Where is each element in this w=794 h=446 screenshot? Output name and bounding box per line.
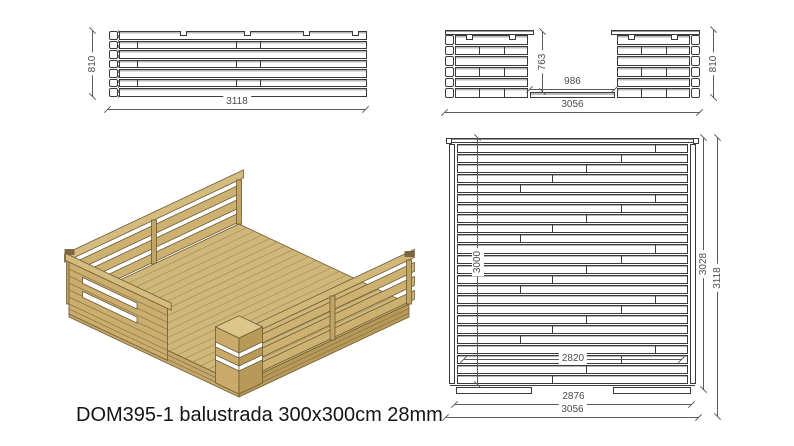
dim-front-height [708,30,719,98]
dim-opening-width [530,76,615,90]
plank [617,67,690,77]
fence-post [237,180,242,224]
dim-label: 810 [708,53,720,76]
dim-front-width [445,99,700,113]
deck-board [457,365,688,374]
plank-joint [666,68,667,76]
front-elevation-view [445,30,719,110]
plank-joint [479,47,480,55]
deck-board [457,234,688,243]
plank-joint [641,89,642,97]
fence-post [152,220,157,264]
plank-joint [260,42,261,49]
panel-rows [617,35,700,98]
deck-board [457,184,688,193]
deck-board [457,265,688,274]
plank-row [617,67,700,77]
deck-board [457,164,688,173]
front-left-panel [445,35,528,98]
dim-side-height [87,31,98,97]
board-joint [552,376,553,383]
plank-row [617,56,700,66]
plank-joint [236,61,237,68]
board-joint [520,185,521,192]
board-joint [586,165,587,172]
log-end [445,88,454,98]
plank-row [109,50,367,59]
plank [455,46,528,56]
deck-board [457,325,688,334]
plan-bottom-edge [450,385,695,386]
deck-board [457,154,688,163]
dim-label: 3056 [558,99,586,111]
board-joint [655,245,656,252]
plank-row [445,67,528,77]
log-end [691,35,700,45]
deck-board [457,375,688,384]
deck-board [457,204,688,213]
plank-joint [666,47,667,55]
spacer-notch [466,35,473,40]
board-joint [520,235,521,242]
plank-joint [260,80,261,87]
plank-row [617,78,700,88]
dim-label: 986 [561,76,584,88]
dim-plan-width [446,404,699,418]
log-end [109,69,118,78]
dim-plan-board-run [464,353,682,364]
dim-label: 2876 [559,391,587,403]
log-end [445,35,454,45]
front-right-panel [617,35,700,98]
dim-label: 3056 [558,404,586,416]
plan-left-rail [449,144,455,384]
plank-joint [479,68,480,76]
plank-row [445,88,528,98]
log-end [691,67,700,77]
deck-board [457,224,688,233]
side-plank-stack [109,31,367,97]
plank [119,79,367,88]
plank-joint [137,42,138,49]
spacer-notch [352,31,359,36]
dim-label: 763 [537,51,549,74]
plank [119,50,367,59]
board-joint [520,286,521,293]
dim-plan-deck-depth [698,138,709,390]
plank-row [617,35,700,45]
log-end [445,56,454,66]
board-joint [586,366,587,373]
dim-label: 810 [87,53,99,76]
plank-joint [641,68,642,76]
dim-label: 3000 [472,247,484,275]
foundation-beam [613,387,691,394]
board-joint [552,326,553,333]
board-joint [655,195,656,202]
deck-board [457,144,688,153]
board-joint [655,346,656,353]
log-end [691,56,700,66]
fence-post [330,296,335,340]
log-end [109,31,118,40]
deck-board [457,275,688,284]
plank [119,69,367,78]
deck-boards [457,144,688,384]
spacer-notch [244,31,251,36]
plank [119,60,367,69]
plank [119,31,367,40]
board-joint [655,296,656,303]
spacer-notch [180,31,187,36]
dim-label: 3028 [698,250,710,278]
deck-board [457,285,688,294]
log-end [445,67,454,77]
board-joint [655,145,656,152]
plank-joint [260,61,261,68]
iso-3d-view [55,156,427,406]
plank-joint [641,47,642,55]
board-joint [552,276,553,283]
dim-opening-height [537,32,548,92]
dim-plan-overall-depth [712,138,723,417]
plank [455,56,528,66]
plank-row [109,69,367,78]
plank-joint [479,89,480,97]
spacer-notch [303,31,310,36]
spacer-notch [628,35,635,40]
plank [617,35,690,45]
board-joint [621,155,622,162]
spacer-notch [671,35,678,40]
log-end [109,41,118,50]
deck-board [457,174,688,183]
board-joint [552,225,553,232]
plank-joint [236,80,237,87]
board-joint [586,215,587,222]
plank [617,46,690,56]
plank-row [445,46,528,56]
plank-joint [504,68,505,76]
log-end [109,50,118,59]
board-joint [552,175,553,182]
spacer-notch [509,35,516,40]
plank [119,41,367,50]
post-cap [405,252,414,257]
deck-board [457,214,688,223]
board-joint [621,205,622,212]
deck-board [457,295,688,304]
deck-board [457,305,688,314]
board-joint [621,306,622,313]
foundation-beam [456,387,532,394]
board-joint [621,256,622,263]
deck-board [457,255,688,264]
log-end [445,78,454,88]
log-end [691,88,700,98]
deck-board [457,335,688,344]
dim-label: 3118 [712,264,724,292]
product-caption: DOM395-1 balustrada 300x300cm 28mm [76,404,443,426]
deck-board [457,315,688,324]
board-joint [586,316,587,323]
plank-row [109,41,367,50]
plank [617,88,690,98]
dim-label: 3118 [223,96,251,108]
log-end [109,60,118,69]
panel-rows [445,35,528,98]
plank [455,67,528,77]
dim-plan-inner-length [472,138,483,385]
plank-row [617,46,700,56]
plank-row [445,78,528,88]
plank [455,78,528,88]
dim-side-width [108,96,366,110]
board-joint [520,336,521,343]
plan-view [446,138,723,415]
plank-joint [137,61,138,68]
plank-joint [137,80,138,87]
plank [455,35,528,45]
plank-row [617,88,700,98]
plank-joint [504,47,505,55]
board-joint [586,266,587,273]
log-end [691,46,700,56]
log-end [445,46,454,56]
plank-row [109,31,367,40]
plank-joint [666,89,667,97]
plan-top-rail [448,138,697,143]
plank-joint [236,42,237,49]
hidden-post-line [118,30,119,98]
plank [617,78,690,88]
fence-post [407,260,412,304]
deck-board [457,244,688,253]
log-end [109,79,118,88]
plank [455,88,528,98]
log-end [109,88,118,97]
plank-row [445,56,528,66]
plank-joint [504,89,505,97]
plan-right-rail [690,144,696,384]
plank-row [109,60,367,69]
plank-row [109,79,367,88]
plank [617,56,690,66]
log-end [691,78,700,88]
deck-board [457,194,688,203]
dim-label: 2820 [559,353,587,365]
plank-row [445,35,528,45]
side-elevation-view [87,31,367,107]
